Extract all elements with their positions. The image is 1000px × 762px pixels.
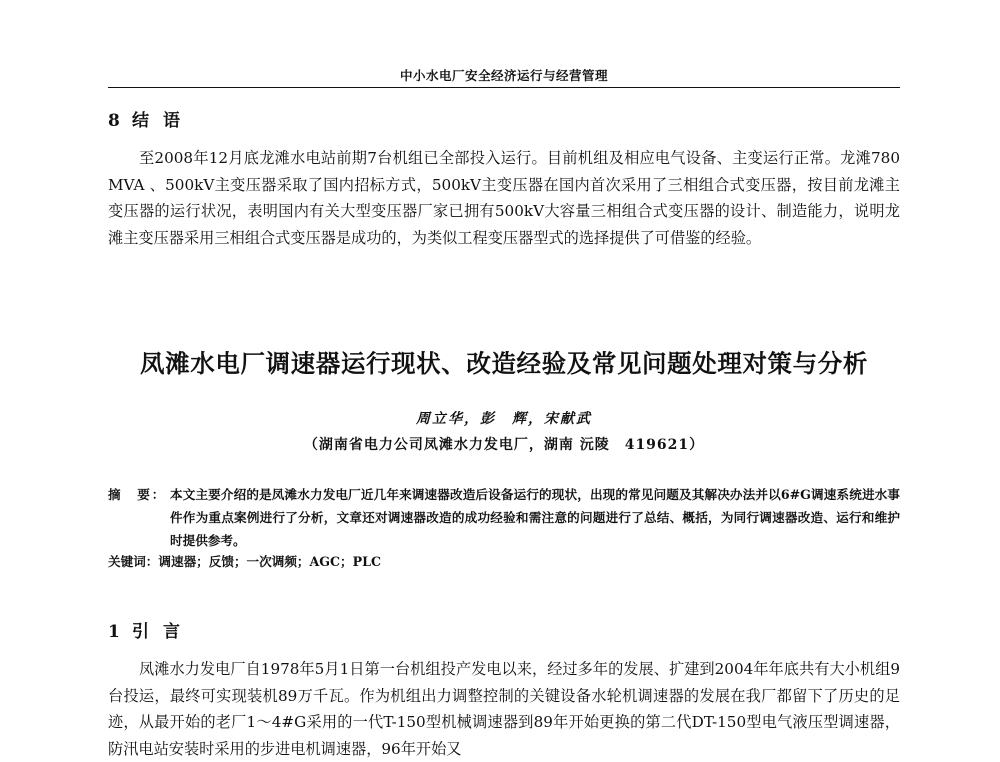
section-8-number: 8: [108, 111, 121, 131]
abstract-block: [108, 483, 900, 552]
section-8-title: 结语: [132, 111, 194, 131]
running-header: 中小水电厂安全经济运行与经营管理: [399, 68, 608, 83]
section-8-paragraph: 至2008年12月底龙滩水电站前期7台机组已全部投入运行。目前机组及相应电气设备、主变运行正常。龙滩780 MVA 、500kV主变压器采取了国内招标方式，500kV主变压器在国内首次采用了三相组合式变压器，按目前龙滩主变压器的运行状况，表明国内有关大型变压器厂家已拥有500kV大容量三相组合式变压器的设计、制造能力，说明龙滩主变压器采用三相组合式变压器是成功的，为类似工程变压器型式的选择提供了可借鉴的经验。: [108, 149, 900, 247]
abstract-text: 本文主要介绍的是凤滩水力发电厂近几年来调速器改造后设备运行的现状，出现的常见问题及其解决办法并以6#G调速系统进水事件作为重点案例进行了分析，文章还对调速器改造的成功经验和需注意的问题进行了总结、概括，为同行调速器改造、运行和维护时提供参考。: [170, 487, 900, 548]
section-1-heading: [108, 617, 194, 642]
header-rule: [108, 87, 900, 88]
keywords-label: 关键词：: [108, 554, 159, 569]
section-1-title: 引言: [132, 622, 194, 642]
section-1-number: 1: [108, 622, 121, 642]
article-title: 凤滩水电厂调速器运行现状、改造经验及常见问题处理对策与分析: [140, 349, 868, 378]
article-authors: 周立华，彭 辉，宋献武: [416, 411, 592, 427]
keywords-line: [108, 551, 900, 570]
keywords-text: 调速器；反馈；一次调频；AGC；PLC: [158, 554, 381, 569]
article-affiliation: （湖南省电力公司凤滩水力发电厂，湖南 沅陵 419621）: [303, 437, 705, 453]
section-1-paragraph: 凤滩水力发电厂自1978年5月1日第一台机组投产发电以来，经过多年的发展、扩建到2004年年底共有大小机组9台投运，最终可实现装机89万千瓦。作为机组出力调整控制的关键设备水轮机调速器的发展在我厂都留下了历史的足迹，从最开始的老厂1～4#G采用的一代T-150型机械调速器到89年开始更换的第二代DT-150型电气液压型调速器，防汛电站安装时采用的步进电机调速器，96年开始又: [108, 660, 900, 758]
section-8-heading: [108, 106, 194, 131]
abstract-label: 摘 要：: [108, 487, 167, 502]
